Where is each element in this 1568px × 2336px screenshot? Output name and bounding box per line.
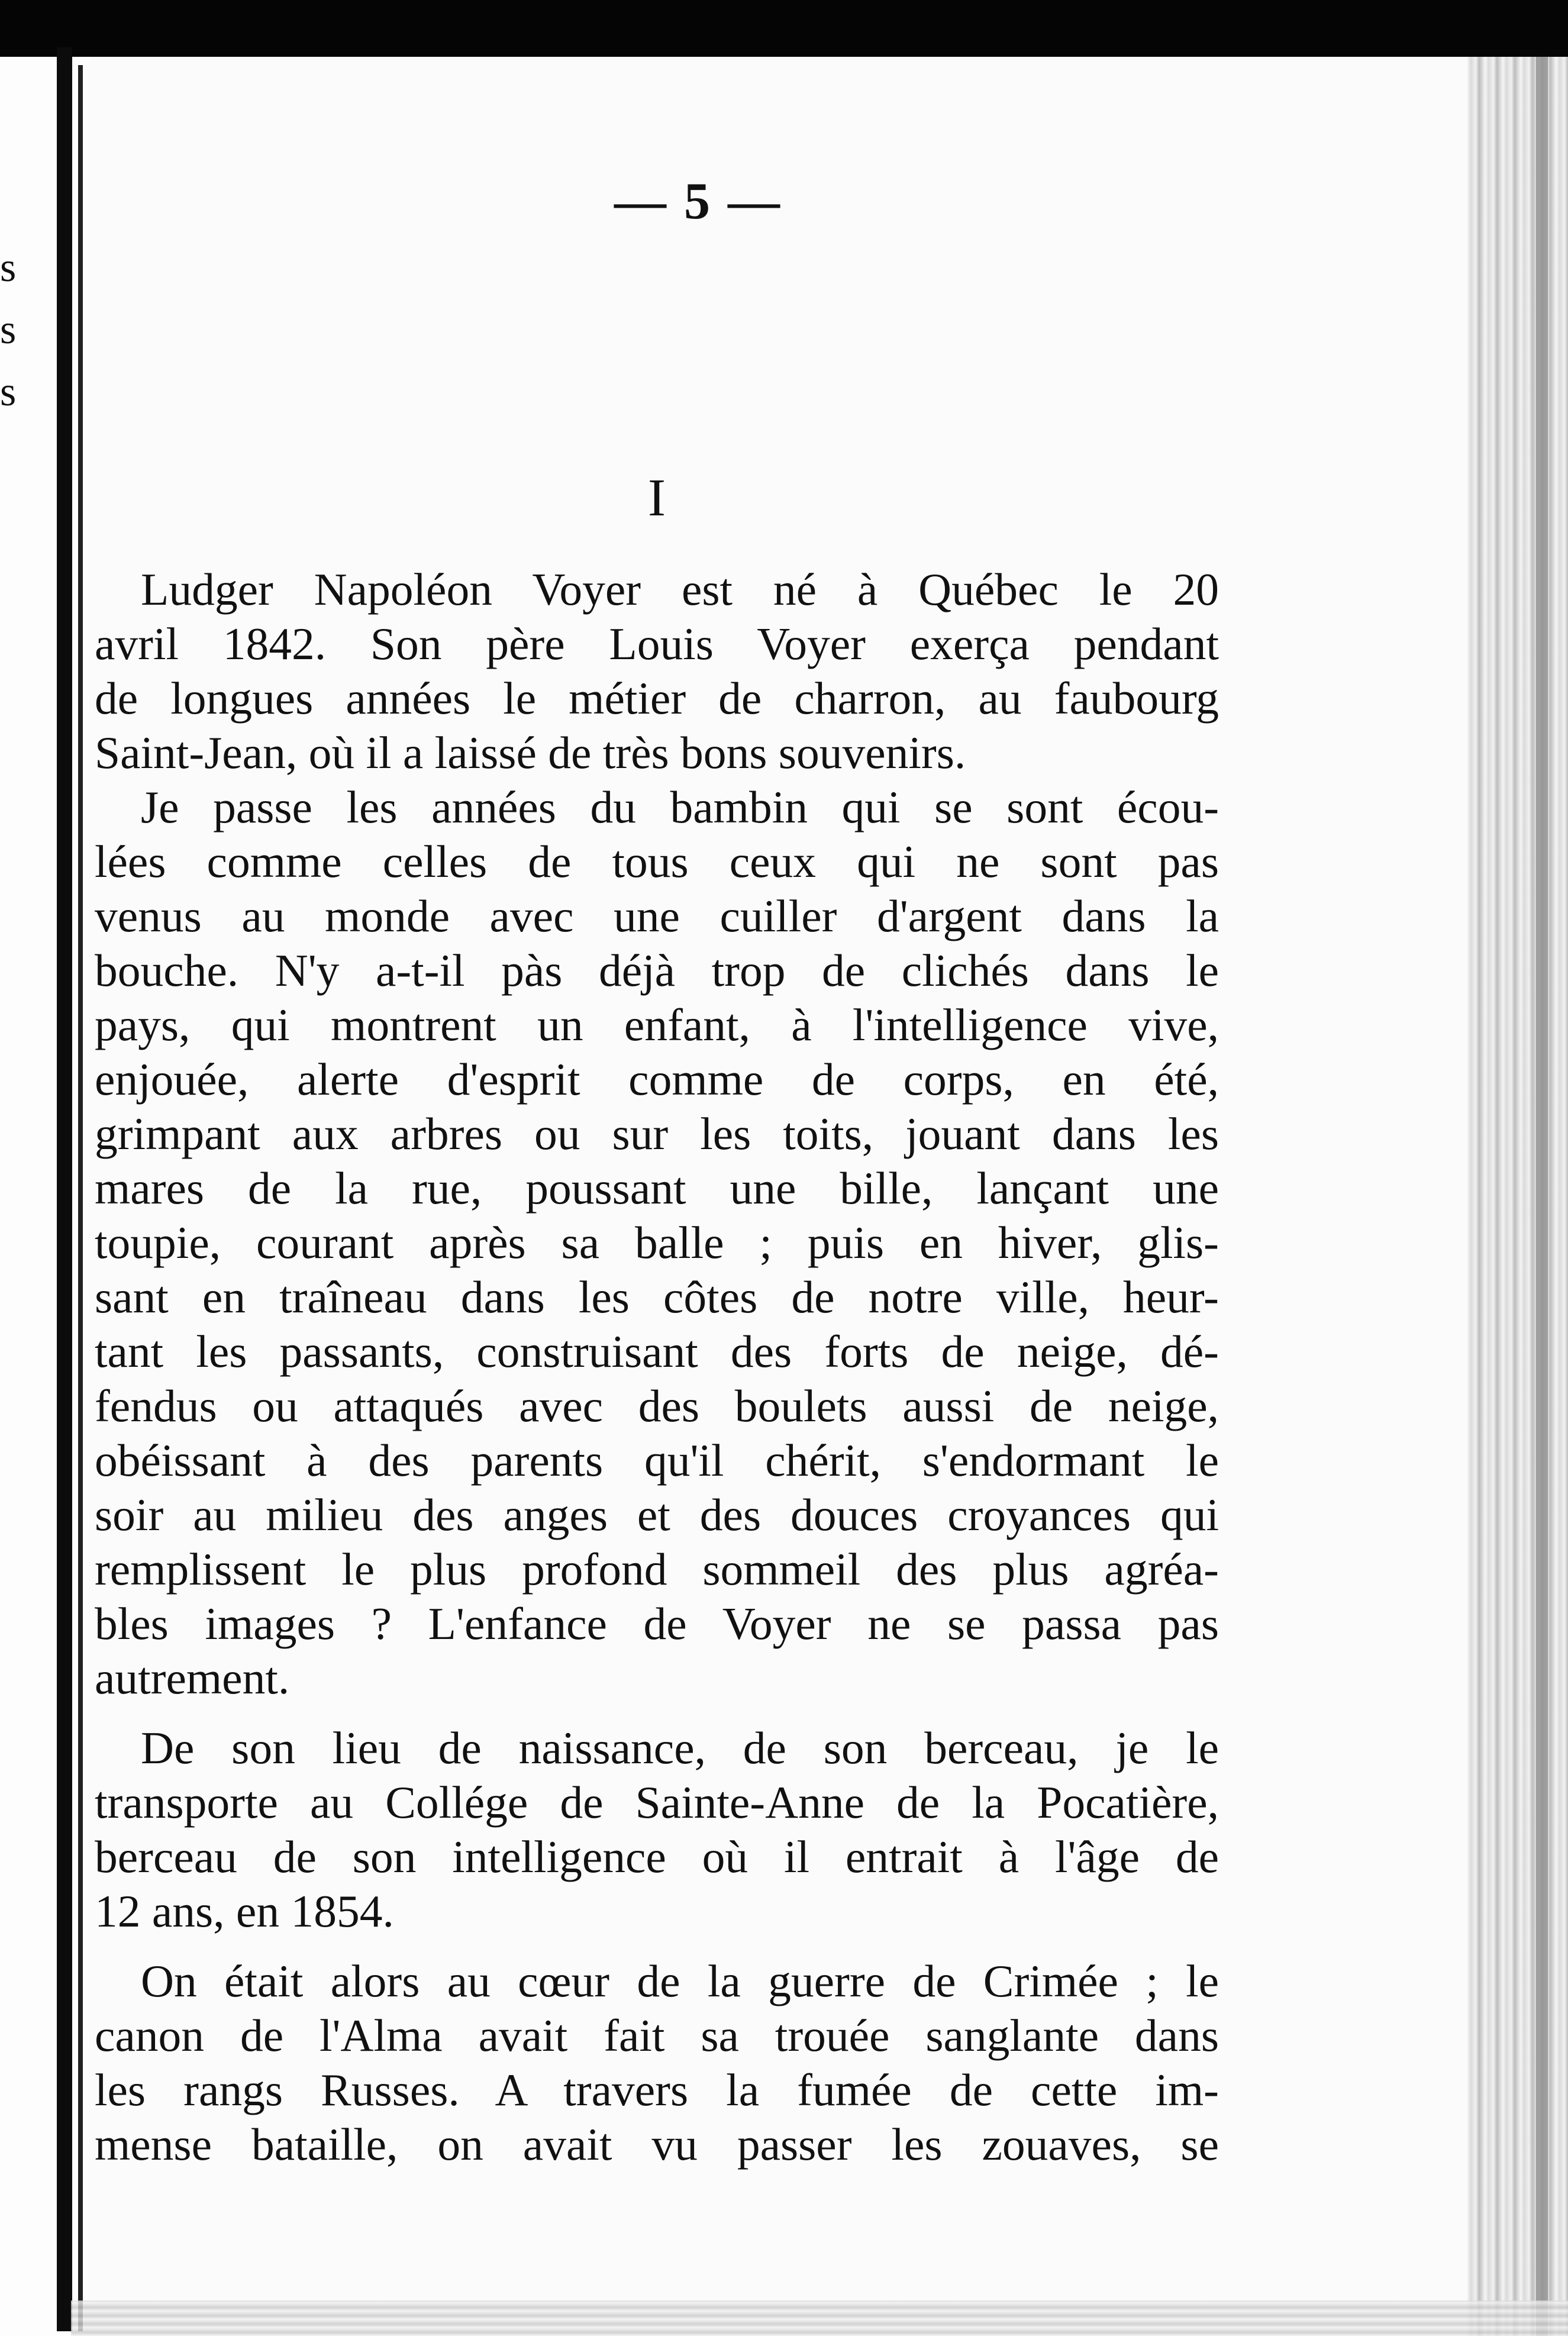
text-line: enjouée, alerte d'esprit comme de corps, en été, [95, 1054, 1219, 1105]
page-edge-bottom [71, 2300, 1568, 2336]
text-line: transporte au Collége de Sainte-Anne de la Pocatière, [95, 1777, 1219, 1828]
text-line: canon de l'Alma avait fait sa trouée sanglante dans [95, 2010, 1219, 2061]
text-line: grimpant aux arbres ou sur les toits, jouant dans les [95, 1108, 1219, 1159]
text-line: mense bataille, on avait vu passer les zouaves, se [95, 2119, 1219, 2170]
text-line: venus au monde avec une cuiller d'argent dans la [95, 890, 1219, 941]
text-line: fendus ou attaqués avec des boulets aussi de neige, [95, 1380, 1219, 1431]
paragraph-3 [95, 1721, 1219, 1938]
page-number: — 5 — [614, 173, 782, 230]
text-line: De son lieu de naissance, de son berceau, je le [141, 1722, 1219, 1773]
chapter-heading: I [648, 469, 666, 527]
text-line: soir au milieu des anges et des douces croyances qui [95, 1489, 1219, 1540]
scan-top-border [0, 0, 1568, 57]
page-edge-right [1467, 57, 1568, 2336]
text-line: Je passe les années du bambin qui se sont écou- [141, 782, 1219, 833]
text-line: Saint-Jean, où il a laissé de très bons souvenirs. [95, 727, 966, 778]
text-line: les rangs Russes. A travers la fumée de cette im- [95, 2064, 1219, 2115]
body-text [95, 562, 1219, 2172]
binding-shadow-inner [78, 65, 83, 2331]
text-line: tant les passants, construisant des forts de neige, dé- [95, 1326, 1219, 1377]
facing-page-fragments [0, 237, 36, 423]
paragraph-1 [95, 562, 1219, 780]
paragraph-2 [95, 780, 1219, 1705]
text-line: remplissent le plus profond sommeil des plus agréa- [95, 1544, 1219, 1595]
text-line: pays, qui montrent un enfant, à l'intelligence vive, [95, 999, 1219, 1050]
text-line: 12 ans, en 1854. [95, 1886, 394, 1937]
text-line: berceau de son intelligence où il entrait à l'âge de [95, 1831, 1219, 1882]
text-line: bles images ? L'enfance de Voyer ne se passa pas [95, 1598, 1219, 1649]
text-line: obéissant à des parents qu'il chérit, s'endormant le [95, 1435, 1219, 1486]
text-line: sant en traîneau dans les côtes de notre ville, heur- [95, 1272, 1219, 1322]
text-line: bouche. N'y a-t-il pàs déjà trop de clichés dans le [95, 945, 1219, 996]
facing-fragment: s [0, 369, 17, 415]
text-line: autrement. [95, 1653, 290, 1703]
text-line: toupie, courant après sa balle ; puis en hiver, glis- [95, 1217, 1219, 1268]
text-line: Ludger Napoléon Voyer est né à Québec le 20 [141, 564, 1219, 615]
text-line: On était alors au cœur de la guerre de Crimée ; le [141, 1956, 1219, 2006]
page-edge-right-shadow [1536, 57, 1548, 2336]
facing-fragment: s [0, 245, 17, 291]
facing-fragment: s [0, 307, 17, 353]
text-line: de longues années le métier de charron, au faubourg [95, 673, 1219, 724]
text-line: lées comme celles de tous ceux qui ne sont pas [95, 836, 1219, 887]
text-line: mares de la rue, poussant une bille, lançant une [95, 1163, 1219, 1214]
binding-shadow [57, 47, 72, 2331]
text-line: avril 1842. Son père Louis Voyer exerça pendant [95, 618, 1219, 669]
paragraph-4 [95, 1954, 1219, 2172]
